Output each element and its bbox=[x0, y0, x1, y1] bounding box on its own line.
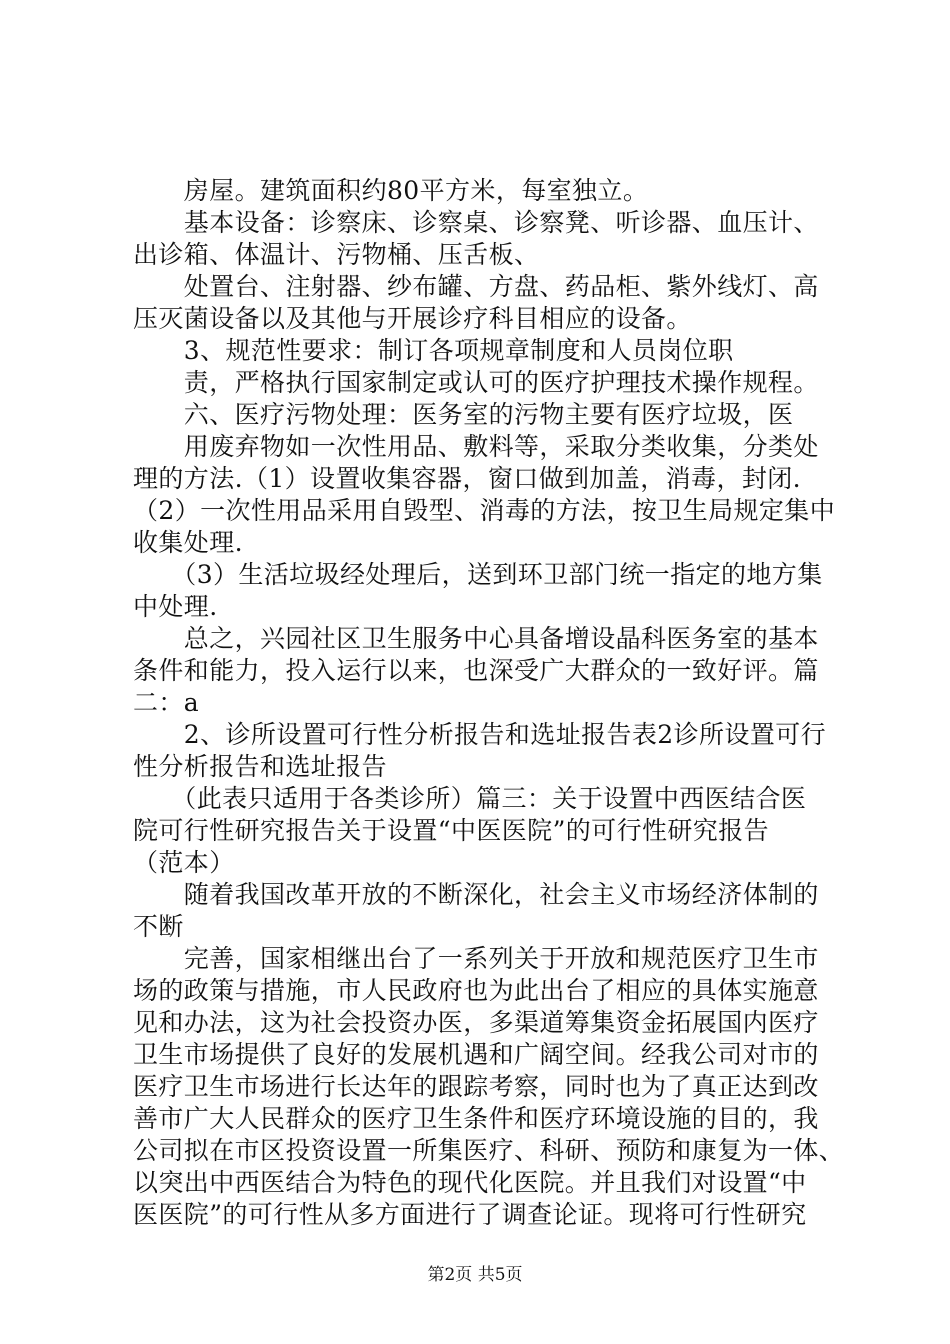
text-line: 医疗卫生市场进行长达年的跟踪考察，同时也为了真正达到改 bbox=[133, 1072, 819, 1101]
text-line: 收集处理. bbox=[133, 528, 243, 557]
text-line: 不断 bbox=[133, 912, 184, 941]
text-line: 医医院”的可行性从多方面进行了调查论证。现将可行性研究 bbox=[133, 1200, 807, 1229]
text-line: （范本） bbox=[133, 848, 235, 877]
text-line: 以突出中西医结合为特色的现代化医院。并且我们对设置“中 bbox=[133, 1168, 807, 1197]
text-line: 完善，国家相继出台了一系列关于开放和规范医疗卫生市 bbox=[133, 944, 819, 973]
text-line: 压灭菌设备以及其他与开展诊疗科目相应的设备。 bbox=[133, 304, 692, 333]
text-line: 条件和能力，投入运行以来，也深受广大群众的一致好评。篇 bbox=[133, 656, 819, 685]
text-line: 处置台、注射器、纱布罐、方盘、药品柜、紫外线灯、高 bbox=[133, 272, 819, 301]
text-line: 基本设备：诊察床、诊察桌、诊察凳、听诊器、血压计、 bbox=[133, 208, 819, 237]
text-line: 二：a bbox=[133, 688, 200, 717]
text-line: 善市广大人民群众的医疗卫生条件和医疗环境设施的目的，我 bbox=[133, 1104, 819, 1133]
text-line: 用废弃物如一次性用品、敷料等，采取分类收集，分类处 bbox=[133, 432, 819, 461]
text-line: 性分析报告和选址报告 bbox=[133, 752, 388, 781]
page-number-footer: 第2页 共5页 bbox=[427, 1265, 523, 1285]
text-line: 院可行性研究报告关于设置“中医医院”的可行性研究报告 bbox=[133, 816, 769, 845]
text-line: 六、医疗污物处理：医务室的污物主要有医疗垃圾，医 bbox=[133, 400, 794, 429]
text-line: 2、诊所设置可行性分析报告和选址报告表2诊所设置可行 bbox=[133, 720, 827, 749]
text-line: （此表只适用于各类诊所）篇三：关于设置中西医结合医 bbox=[133, 784, 807, 813]
text-line: 总之，兴园社区卫生服务中心具备增设晶科医务室的基本 bbox=[133, 624, 819, 653]
text-line: 公司拟在市区投资设置一所集医疗、科研、预防和康复为一体、 bbox=[133, 1136, 845, 1165]
text-line: 责，严格执行国家制定或认可的医疗护理技术操作规程。 bbox=[133, 368, 819, 397]
text-line: 理的方法.（1）设置收集容器，窗口做到加盖，消毒，封闭. bbox=[133, 464, 802, 493]
text-line: 随着我国改革开放的不断深化，社会主义市场经济体制的 bbox=[133, 880, 819, 909]
text-line: 见和办法，这为社会投资办医，多渠道筹集资金拓展国内医疗 bbox=[133, 1008, 819, 1037]
text-line: 场的政策与措施，市人民政府也为此出台了相应的具体实施意 bbox=[133, 976, 819, 1005]
text-line: 房屋。建筑面积约80平方米，每室独立。 bbox=[133, 176, 649, 205]
text-line: 出诊箱、体温计、污物桶、压舌板、 bbox=[133, 240, 540, 269]
text-line: 中处理. bbox=[133, 592, 218, 621]
text-line: （2）一次性用品采用自毁型、消毒的方法，按卫生局规定集中 bbox=[133, 496, 836, 525]
text-line: 卫生市场提供了良好的发展机遇和广阔空间。经我公司对市的 bbox=[133, 1040, 819, 1069]
text-line: 3、规范性要求：制订各项规章制度和人员岗位职 bbox=[133, 336, 734, 365]
text-line: （3）生活垃圾经处理后，送到环卫部门统一指定的地方集 bbox=[133, 560, 823, 589]
